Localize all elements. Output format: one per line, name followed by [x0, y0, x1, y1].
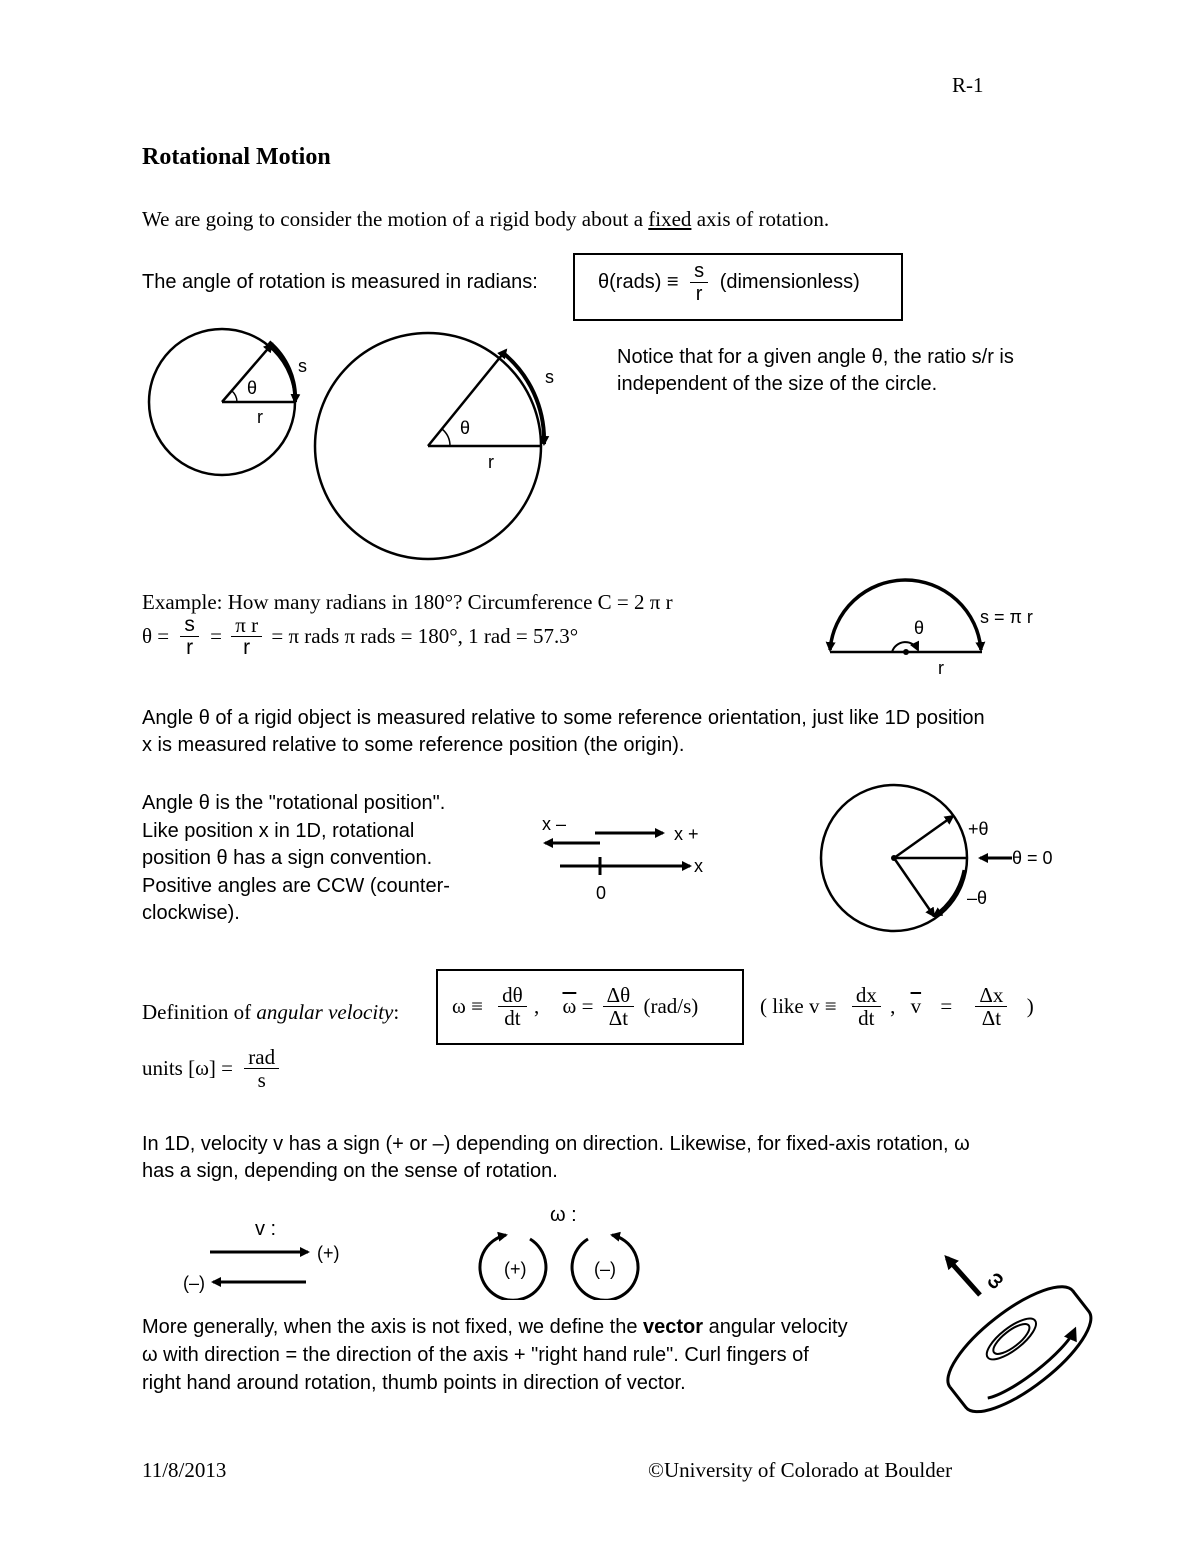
angular-velocity-formula — [452, 984, 698, 1029]
lv-f3-num: dx — [855, 983, 877, 1007]
rotpos-line-4: Positive angles are CCW (counter- — [142, 874, 450, 897]
omega-plus-label: (+) — [504, 1259, 527, 1279]
position-axis-figure — [530, 812, 730, 907]
av-f1-num: dθ — [502, 983, 523, 1007]
minus-theta-label: –θ — [967, 888, 988, 908]
av-comma: , — [533, 994, 540, 1018]
angle-sign-figure — [812, 780, 1072, 940]
units-num: rad — [248, 1045, 276, 1069]
semicircle-arc-right — [905, 580, 981, 650]
vector-line-3: right hand around rotation, thumb points in direction of vector. — [142, 1372, 686, 1394]
intro-paragraph — [142, 207, 829, 232]
av-f2-den: Δt — [603, 1006, 635, 1029]
page-label: R-1 — [952, 73, 984, 97]
reference-line-2: x is measured relative to some reference position (the origin). — [142, 734, 685, 756]
av-label-em: angular velocity — [256, 1000, 394, 1024]
v-minus-label: (–) — [183, 1273, 205, 1293]
lv-f4-num: Δx — [979, 983, 1004, 1007]
radians-label: The angle of rotation is measured in radians: — [142, 271, 538, 293]
units-den: s — [244, 1068, 279, 1091]
av-omega-bar: $\overline{\omega}$ — [562, 994, 577, 1018]
lv-close: ) — [1026, 994, 1034, 1018]
plus-theta-label: +θ — [968, 819, 989, 839]
large-r-label: r — [488, 452, 494, 472]
intro-underlined: fixed — [648, 207, 692, 231]
small-s-label: s — [298, 356, 307, 376]
av-f1-den: dt — [498, 1006, 527, 1029]
rotpos-line-2: Like position x in 1D, rotational — [142, 819, 415, 842]
radians-den: r — [690, 282, 708, 305]
vector-line-1a: More generally, when the axis is not fixed, we define the — [142, 1316, 644, 1338]
x-minus-label: x – — [542, 814, 567, 834]
semicircle-figure — [820, 570, 1060, 680]
lv-comma: , — [890, 994, 896, 1018]
semicircle-r: r — [938, 658, 944, 678]
example-f2-num: π r — [235, 613, 259, 637]
semicircle-s-label: s = π r — [980, 607, 1033, 627]
velocity-sign-figure — [175, 1205, 375, 1300]
intro-before: We are going to consider the motion of a rigid body about a — [142, 207, 649, 231]
linear-velocity-analogy — [760, 984, 1034, 1029]
notice-line-2: independent of the size of the circle. — [617, 373, 938, 395]
example-f2-den: r — [231, 636, 262, 659]
av-label-after: : — [393, 1000, 400, 1024]
omega-minus-label: (–) — [594, 1259, 616, 1279]
vector-line-1c: angular velocity — [703, 1316, 848, 1338]
lv-like-open: ( like v ≡ — [760, 994, 837, 1018]
av-omega-eq: ω ≡ — [452, 994, 483, 1018]
av-label-before: Definition of — [142, 1000, 257, 1024]
radians-num: s — [694, 260, 705, 282]
rotpos-line-5: clockwise). — [142, 902, 240, 924]
semicircle-arc-left — [830, 580, 905, 650]
radians-formula — [598, 260, 860, 305]
disk-omega-label: ω — [980, 1266, 1009, 1294]
x-label: x — [694, 856, 703, 876]
origin-zero-label: 0 — [596, 883, 607, 903]
zero-theta-label: θ = 0 — [1012, 848, 1053, 868]
x-plus-label: x + — [674, 824, 699, 844]
example-rest: = π rads π rads = 180°, 1 rad = 57.3° — [271, 624, 579, 648]
rotpos-line-1: Angle θ is the "rotational position". — [142, 792, 446, 814]
small-theta-label: θ — [247, 378, 258, 398]
v-plus-label: (+) — [317, 1243, 340, 1263]
angular-velocity-vector-arrow — [947, 1258, 980, 1295]
units-line — [142, 1046, 279, 1091]
vector-paragraph — [142, 1313, 848, 1397]
av-eq: = — [581, 994, 594, 1018]
radians-lhs: θ(rads) ≡ — [598, 271, 679, 293]
spinning-disk-figure — [925, 1240, 1115, 1425]
example-f1-num: s — [184, 613, 195, 636]
reference-line-1: Angle θ of a rigid object is measured relative to some reference orientation, just like 1D position — [142, 707, 985, 729]
footer-copyright: ©University of Colorado at Boulder — [648, 1458, 953, 1482]
lv-eq: = — [940, 994, 953, 1018]
intro-after: axis of rotation. — [691, 207, 830, 231]
example-theta: θ = — [142, 624, 170, 648]
large-theta-label: θ — [460, 418, 471, 438]
rotpos-line-3: position θ has a sign convention. — [142, 847, 433, 869]
notice-line-1: Notice that for a given angle θ, the ratio s/r is — [617, 346, 1014, 368]
omega-label: ω : — [550, 1204, 577, 1226]
minus-theta-arrow — [894, 858, 934, 916]
example-equation — [142, 614, 578, 659]
vector-line-2: ω with direction = the direction of the axis + "right hand rule". Curl fingers of — [142, 1344, 809, 1366]
arc-length-circles-figure — [140, 320, 580, 565]
large-s-label: s — [545, 367, 554, 387]
lv-f3-den: dt — [852, 1006, 881, 1029]
sign-line-1: In 1D, velocity v has a sign (+ or –) depending on direction. Likewise, for fixed-axis rotation, ω — [142, 1133, 970, 1155]
example-eq1: = — [210, 624, 222, 648]
omega-sign-figure — [470, 1195, 660, 1300]
example-line-1: Example: How many radians in 180°? Circumference C = 2 π r — [142, 590, 673, 614]
av-f2-num: Δθ — [606, 983, 631, 1007]
page-title: Rotational Motion — [142, 144, 331, 170]
lv-f4-den: Δt — [975, 1006, 1007, 1029]
plus-theta-arrow — [894, 816, 953, 858]
footer-date: 11/8/2013 — [142, 1458, 227, 1482]
semicircle-theta: θ — [914, 618, 925, 638]
av-units: (rad/s) — [643, 994, 699, 1018]
vector-line-1 — [142, 1313, 848, 1341]
lv-v-bar: $\overline{v}$ — [910, 994, 922, 1018]
sign-line-2: has a sign, depending on the sense of rotation. — [142, 1160, 558, 1182]
small-r-label: r — [257, 407, 263, 427]
radians-rhs: (dimensionless) — [719, 271, 860, 293]
v-label: v : — [255, 1218, 277, 1240]
units-label: units [ω] = — [142, 1056, 233, 1080]
example-f1-den: r — [180, 636, 199, 659]
angular-velocity-label — [142, 1000, 399, 1025]
rotational-position-text — [142, 790, 450, 928]
vector-bold: vector — [643, 1316, 704, 1338]
